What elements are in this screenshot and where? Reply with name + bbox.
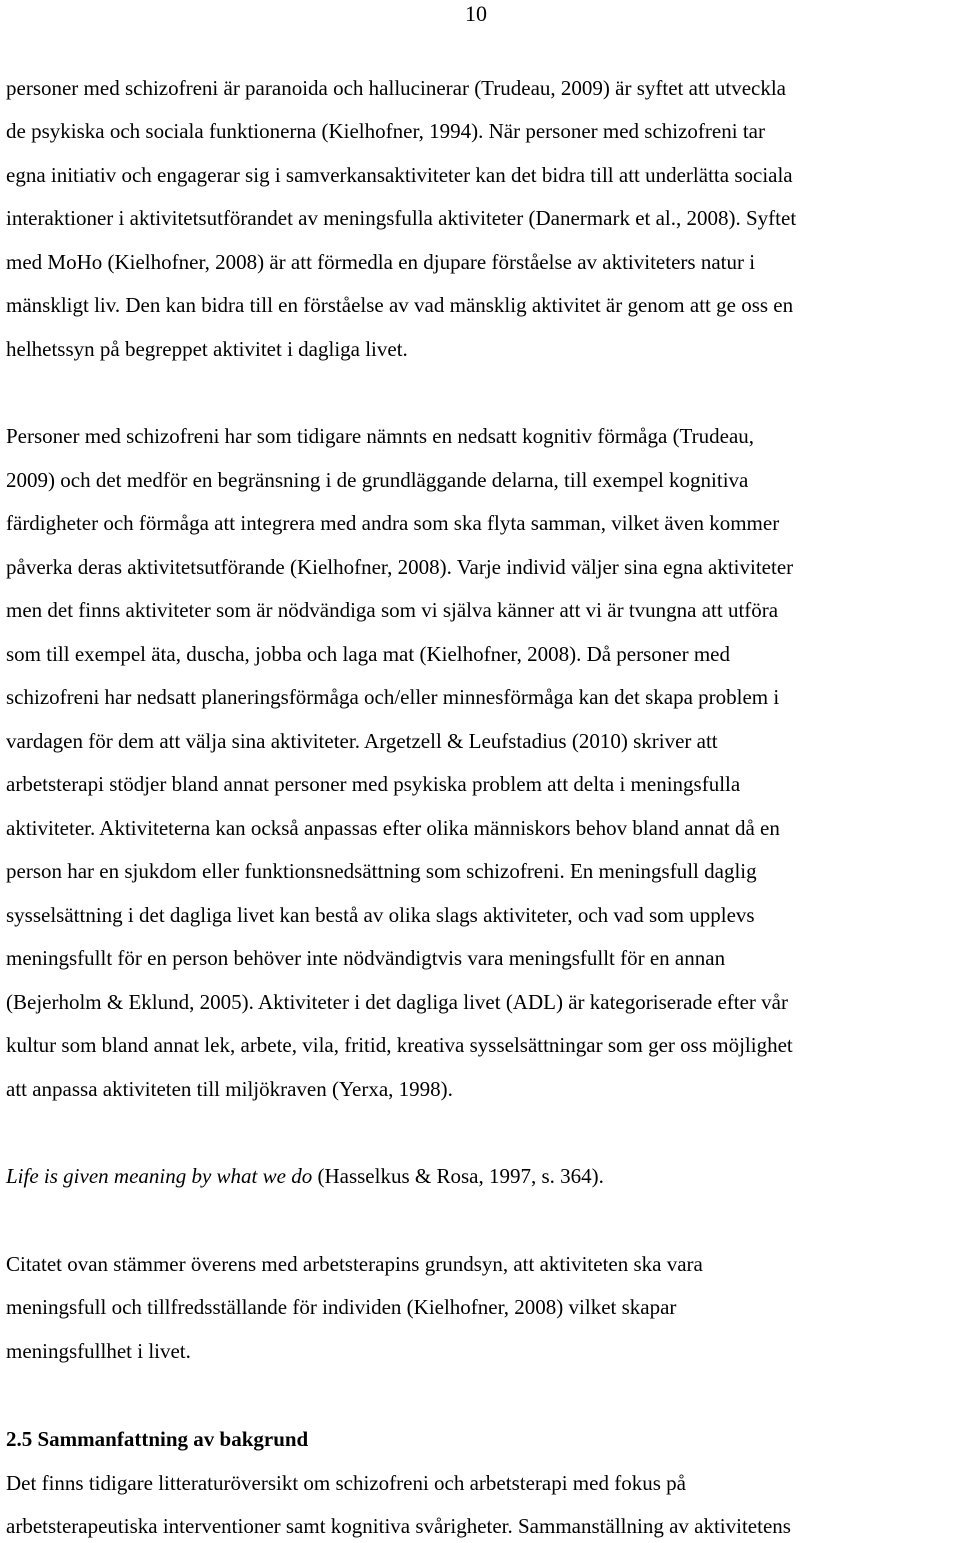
quote-citation: (Hasselkus & Rosa, 1997, s. 364). bbox=[312, 1164, 604, 1188]
text-line: sysselsättning i det dagliga livet kan bestå av olika slags aktiviteter, och vad som upplevs bbox=[6, 903, 755, 927]
quote-text: Life is given meaning by what we do bbox=[6, 1164, 313, 1188]
page-number: 10 bbox=[465, 1, 487, 26]
text-line: Personer med schizofreni har som tidigare nämnts en nedsatt kognitiv förmåga (Trudeau, bbox=[6, 424, 755, 448]
text-line: de psykiska och sociala funktionerna (Kielhofner, 1994). När personer med schizofreni tar bbox=[6, 119, 765, 143]
text-line: schizofreni har nedsatt planeringsförmåga och/eller minnesförmåga kan det skapa problem i bbox=[6, 685, 780, 709]
text-line: helhetssyn på begreppet aktivitet i dagliga livet. bbox=[6, 337, 408, 361]
text-line: meningsfullt för en person behöver inte nödvändigtvis vara meningsfullt för en annan bbox=[6, 946, 726, 970]
text-line: egna initiativ och engagerar sig i samverkansaktiviteter kan det bidra till att underlätta sociala bbox=[6, 163, 793, 187]
text-line: arbetsterapi stödjer bland annat personer med psykiska problem att delta i meningsfulla bbox=[6, 772, 741, 796]
text-line: vardagen för dem att välja sina aktiviteter. Argetzell & Leufstadius (2010) skriver att bbox=[6, 729, 718, 753]
text-line: meningsfullhet i livet. bbox=[6, 1339, 191, 1363]
text-line: påverka deras aktivitetsutförande (Kielhofner, 2008). Varje individ väljer sina egna aktiviteter bbox=[6, 555, 794, 579]
text-line: (Bejerholm & Eklund, 2005). Aktiviteter i det dagliga livet (ADL) är kategoriserade efter vår bbox=[6, 990, 788, 1014]
text-line: person har en sjukdom eller funktionsnedsättning som schizofreni. En meningsfull daglig bbox=[6, 859, 757, 883]
text-line: kultur som bland annat lek, arbete, vila, fritid, kreativa sysselsättningar som ger oss möjlighet bbox=[6, 1033, 793, 1057]
text-line: med MoHo (Kielhofner, 2008) är att förmedla en djupare förståelse av aktiviteters natur i bbox=[6, 250, 756, 274]
text-line: meningsfull och tillfredsställande för individen (Kielhofner, 2008) vilket skapar bbox=[6, 1295, 677, 1319]
text-line: arbetsterapeutiska interventioner samt kognitiva svårigheter. Sammanställning av aktivitetens bbox=[6, 1514, 791, 1538]
text-line: som till exempel äta, duscha, jobba och laga mat (Kielhofner, 2008). Då personer med bbox=[6, 642, 731, 666]
text-line: att anpassa aktiviteten till miljökraven (Yerxa, 1998). bbox=[6, 1077, 453, 1101]
text-line: men det finns aktiviteter som är nödvändiga som vi själva känner att vi är tvungna att utföra bbox=[6, 598, 779, 622]
text-line: interaktioner i aktivitetsutförandet av meningsfulla aktiviteter (Danermark et al., 2008). Syftet bbox=[6, 206, 797, 230]
text-line: Det finns tidigare litteraturöversikt om schizofreni och arbetsterapi med fokus på bbox=[6, 1471, 686, 1495]
text-line: Citatet ovan stämmer överens med arbetsterapins grundsyn, att aktiviteten ska vara bbox=[6, 1252, 703, 1276]
text-line: personer med schizofreni är paranoida och hallucinerar (Trudeau, 2009) är syftet att utveckla bbox=[6, 76, 786, 100]
section-heading: 2.5 Sammanfattning av bakgrund bbox=[6, 1427, 309, 1451]
text-line: 2009) och det medför en begränsning i de grundläggande delarna, till exempel kognitiva bbox=[6, 468, 749, 492]
quote bbox=[6, 1162, 604, 1190]
text-line: mänskligt liv. Den kan bidra till en förståelse av vad mänsklig aktivitet är genom att ge oss en bbox=[6, 293, 794, 317]
text-line: aktiviteter. Aktiviteterna kan också anpassas efter olika människors behov bland annat då en bbox=[6, 816, 780, 840]
text-line: färdigheter och förmåga att integrera med andra som ska flyta samman, vilket även kommer bbox=[6, 511, 780, 535]
